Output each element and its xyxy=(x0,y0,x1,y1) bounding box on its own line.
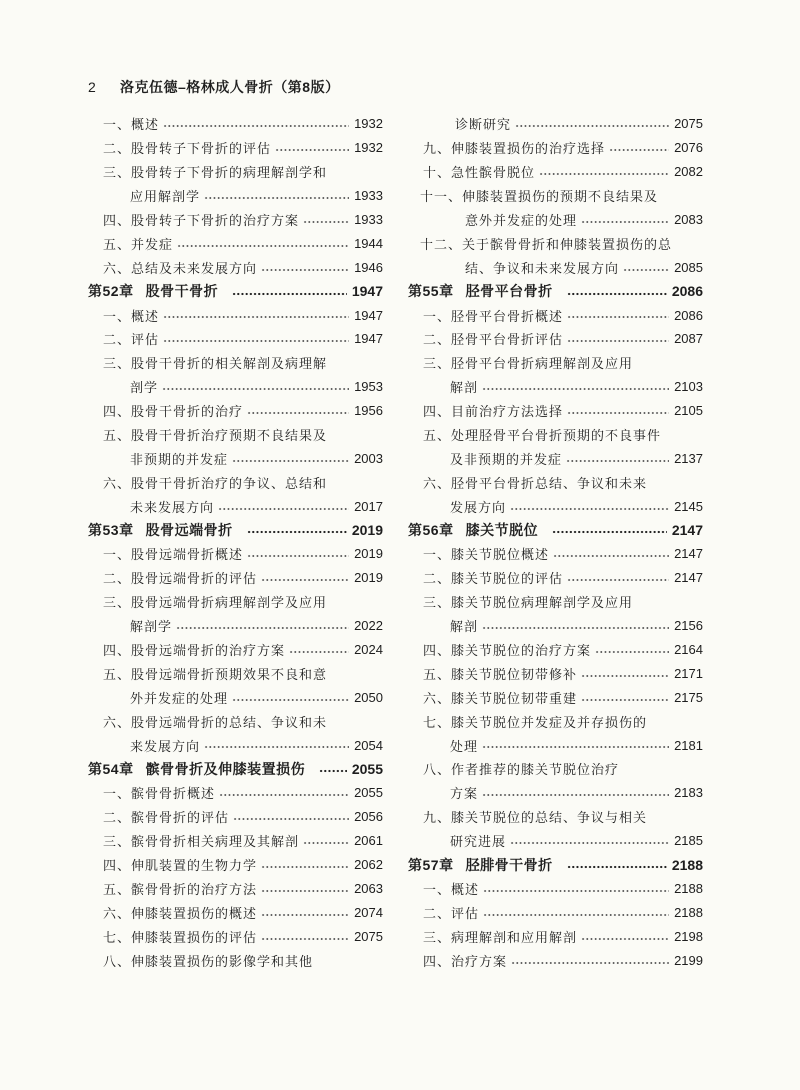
entry-page: 1932 xyxy=(354,140,383,156)
entry-title: 四、目前治疗方法选择 xyxy=(423,405,564,421)
dot-leader xyxy=(275,136,349,160)
toc-entry xyxy=(88,853,383,877)
entry-page: 2103 xyxy=(674,379,703,395)
entry-title: 四、股骨转子下骨折的治疗方案 xyxy=(103,214,300,229)
entry-title: 三、股骨转子下骨折的病理解剖学和 xyxy=(103,166,328,182)
toc-entry-continued xyxy=(408,255,703,279)
dot-leader xyxy=(482,781,669,805)
entry-title: 四、股骨干骨折的治疗 xyxy=(103,405,244,421)
toc-entry xyxy=(408,757,703,781)
toc-entry xyxy=(408,136,703,160)
entry-title: 六、股骨远端骨折的总结、争议和未 xyxy=(103,715,328,731)
dot-leader xyxy=(567,566,669,590)
toc-entry xyxy=(88,590,383,614)
dot-leader xyxy=(483,900,669,924)
dot-leader xyxy=(261,900,349,924)
toc-entry xyxy=(408,661,703,685)
entry-title: 解剖 xyxy=(450,381,479,397)
entry-page: 2054 xyxy=(354,737,383,753)
dot-leader xyxy=(204,184,349,208)
entry-title: 五、并发症 xyxy=(103,237,174,253)
entry-page: 2181 xyxy=(674,737,703,753)
dot-leader xyxy=(581,208,669,232)
entry-page: 2024 xyxy=(354,642,383,658)
entry-page: 1953 xyxy=(354,379,383,395)
entry-title: 四、股骨远端骨折的治疗方案 xyxy=(103,644,286,660)
toc-entry xyxy=(88,255,383,279)
entry-title: 一、概述 xyxy=(103,309,160,325)
entry-title: 一、股骨远端骨折概述 xyxy=(103,548,244,564)
dot-leader xyxy=(539,160,669,184)
entry-title: 四、膝关节脱位的治疗方案 xyxy=(423,644,592,660)
entry-title: 五、股骨远端骨折预期效果不良和意 xyxy=(103,667,328,683)
entry-page: 1956 xyxy=(354,403,383,419)
entry-page: 2156 xyxy=(674,618,703,634)
entry-title: 七、伸膝装置损伤的评估 xyxy=(103,930,258,946)
dot-leader xyxy=(261,853,349,877)
toc-entry-continued xyxy=(88,685,383,709)
dot-leader xyxy=(177,231,349,255)
entry-page: 2017 xyxy=(354,498,383,514)
toc-entry xyxy=(88,112,383,136)
dot-leader xyxy=(303,829,349,853)
toc-entry xyxy=(408,805,703,829)
entry-title: 九、膝关节脱位的总结、争议与相关 xyxy=(423,811,648,827)
toc-entry xyxy=(88,877,383,901)
dot-leader xyxy=(204,733,349,757)
toc-entry-continued xyxy=(88,733,383,757)
chapter-page: 1947 xyxy=(351,283,383,300)
toc-entry-continued xyxy=(408,112,703,136)
dot-leader xyxy=(163,112,349,136)
dot-leader xyxy=(219,781,349,805)
toc-entry-continued xyxy=(88,614,383,638)
toc-entry xyxy=(408,160,703,184)
chapter-heading xyxy=(408,518,703,542)
entry-page: 2175 xyxy=(674,689,703,705)
entry-title: 六、胫骨平台骨折总结、争议和未来 xyxy=(423,476,648,492)
dot-leader xyxy=(581,685,669,709)
entry-title: 来发展方向 xyxy=(130,739,201,755)
chapter-page: 2086 xyxy=(671,283,703,300)
entry-title: 外并发症的处理 xyxy=(130,691,229,707)
entry-title: 三、胫骨平台骨折病理解剖及应用 xyxy=(423,357,634,373)
entry-title: 二、髌骨骨折的评估 xyxy=(103,811,230,827)
entry-page: 1933 xyxy=(354,212,383,227)
entry-title: 研究进展 xyxy=(450,835,507,851)
entry-title: 一、概述 xyxy=(423,882,480,898)
entry-title: 三、膝关节脱位病理解剖学及应用 xyxy=(423,596,634,612)
toc-entry xyxy=(88,900,383,924)
entry-title: 二、股骨远端骨折的评估 xyxy=(103,572,258,588)
toc-entry-continued xyxy=(408,829,703,853)
chapter-page: 2055 xyxy=(351,760,383,777)
toc-column-left xyxy=(88,112,383,972)
entry-title: 三、股骨干骨折的相关解剖及病理解 xyxy=(103,357,328,373)
entry-title: 十二、关于髌骨骨折和伸膝装置损伤的总 xyxy=(420,237,673,253)
chapter-title: 膝关节脱位 xyxy=(465,522,539,539)
entry-page: 1947 xyxy=(354,307,383,323)
dot-leader xyxy=(261,924,349,948)
chapter-heading xyxy=(408,853,703,877)
toc-entry xyxy=(408,877,703,901)
dot-leader xyxy=(232,446,349,470)
entry-page: 1933 xyxy=(354,188,383,204)
entry-page: 1932 xyxy=(354,116,383,132)
toc-entry xyxy=(408,303,703,327)
toc-entry-continued xyxy=(408,446,703,470)
toc-entry xyxy=(408,900,703,924)
entry-page: 2063 xyxy=(354,880,383,896)
entry-title: 方案 xyxy=(450,787,479,803)
entry-page: 2171 xyxy=(674,665,703,681)
dot-leader xyxy=(566,446,669,470)
toc-entry xyxy=(408,685,703,709)
toc-entry xyxy=(408,638,703,662)
page-number: 2 xyxy=(88,79,96,95)
toc-entry-continued xyxy=(408,733,703,757)
dot-leader xyxy=(247,542,349,566)
entry-page: 2164 xyxy=(674,642,703,658)
entry-title: 十、急性髌骨脱位 xyxy=(423,166,536,182)
entry-title: 非预期的并发症 xyxy=(130,452,229,468)
dot-leader xyxy=(176,614,349,638)
entry-title: 二、膝关节脱位的评估 xyxy=(423,572,564,588)
running-header xyxy=(88,76,340,98)
entry-page: 2062 xyxy=(354,857,383,873)
entry-title: 二、评估 xyxy=(103,333,160,349)
chapter-page: 2019 xyxy=(351,522,383,539)
entry-title: 九、伸膝装置损伤的治疗选择 xyxy=(423,142,606,158)
entry-title: 处理 xyxy=(450,739,479,755)
chapter-heading xyxy=(408,279,703,303)
toc-entry xyxy=(88,924,383,948)
entry-page: 2105 xyxy=(674,403,703,419)
entry-page: 2198 xyxy=(674,928,703,944)
toc-entry xyxy=(408,231,703,255)
entry-page: 2145 xyxy=(674,498,703,514)
entry-page: 2137 xyxy=(674,450,703,466)
dot-leader xyxy=(515,112,669,136)
entry-page: 2050 xyxy=(354,689,383,705)
toc-entry xyxy=(408,924,703,948)
dot-leader xyxy=(163,327,349,351)
toc-entry xyxy=(408,423,703,447)
dot-leader xyxy=(567,327,669,351)
dot-leader xyxy=(581,924,669,948)
entry-page: 2019 xyxy=(354,546,383,562)
entry-page: 1947 xyxy=(354,331,383,347)
entry-title: 未来发展方向 xyxy=(130,500,215,516)
toc-entry xyxy=(88,136,383,160)
entry-title: 五、股骨干骨折治疗预期不良结果及 xyxy=(103,429,328,445)
toc-entry xyxy=(88,399,383,423)
dot-leader xyxy=(261,255,349,279)
dot-leader xyxy=(247,518,347,542)
dot-leader xyxy=(483,877,669,901)
entry-title: 二、股骨转子下骨折的评估 xyxy=(103,142,272,158)
chapter-heading xyxy=(88,518,383,542)
toc-entry-continued xyxy=(88,184,383,208)
dot-leader xyxy=(303,208,349,232)
entry-page: 1946 xyxy=(354,259,383,275)
entry-title: 八、伸膝装置损伤的影像学和其他 xyxy=(103,954,314,970)
entry-page: 2147 xyxy=(674,570,703,586)
chapter-page: 2188 xyxy=(671,856,703,873)
toc-entry xyxy=(88,231,383,255)
dot-leader xyxy=(482,375,669,399)
entry-page: 2074 xyxy=(354,904,383,920)
toc-entry xyxy=(408,184,703,208)
dot-leader xyxy=(163,303,349,327)
toc-entry xyxy=(88,805,383,829)
chapter-number: 第55章 xyxy=(408,283,454,300)
dot-leader xyxy=(319,757,347,781)
chapter-number: 第57章 xyxy=(408,856,454,873)
dot-leader xyxy=(232,279,347,303)
toc-entry xyxy=(88,470,383,494)
entry-page: 2085 xyxy=(674,259,703,275)
toc-entry xyxy=(408,709,703,733)
entry-page: 2147 xyxy=(674,546,703,562)
dot-leader xyxy=(162,375,349,399)
toc-entry xyxy=(408,351,703,375)
entry-title: 意外并发症的处理 xyxy=(465,214,578,229)
dot-leader xyxy=(510,494,669,518)
entry-title: 五、膝关节脱位韧带修补 xyxy=(423,667,578,683)
dot-leader xyxy=(581,661,669,685)
entry-page: 2086 xyxy=(674,307,703,323)
entry-title: 结、争议和未来发展方向 xyxy=(465,261,620,277)
dot-leader xyxy=(567,399,669,423)
dot-leader xyxy=(482,614,669,638)
dot-leader xyxy=(552,518,667,542)
entry-page: 2022 xyxy=(354,618,383,634)
toc-entry xyxy=(88,566,383,590)
toc-entry xyxy=(88,208,383,232)
toc-entry xyxy=(88,423,383,447)
toc-entry xyxy=(88,829,383,853)
entry-title: 五、处理胫骨平台骨折预期的不良事件 xyxy=(423,429,662,445)
dot-leader xyxy=(261,877,349,901)
toc-entry xyxy=(408,542,703,566)
toc-entry xyxy=(408,948,703,972)
dot-leader xyxy=(218,494,349,518)
entry-page: 2075 xyxy=(674,116,703,132)
toc-entry xyxy=(88,542,383,566)
chapter-heading xyxy=(88,279,383,303)
entry-title: 发展方向 xyxy=(450,500,507,516)
entry-title: 一、概述 xyxy=(103,118,160,134)
dot-leader xyxy=(233,805,349,829)
entry-title: 三、股骨远端骨折病理解剖学及应用 xyxy=(103,596,328,612)
dot-leader xyxy=(232,685,349,709)
toc-entry xyxy=(88,709,383,733)
dot-leader xyxy=(482,733,669,757)
running-head-title: 洛克伍德–格林成人骨折（第8版） xyxy=(120,79,340,95)
entry-title: 诊断研究 xyxy=(455,118,512,134)
toc-entry-continued xyxy=(408,614,703,638)
chapter-number: 第56章 xyxy=(408,522,454,539)
entry-title: 一、髌骨骨折概述 xyxy=(103,787,216,803)
entry-title: 解剖 xyxy=(450,620,479,636)
toc-entry-continued xyxy=(408,781,703,805)
entry-page: 2087 xyxy=(674,331,703,347)
dot-leader xyxy=(567,279,667,303)
chapter-title: 股骨干骨折 xyxy=(145,283,219,300)
entry-title: 解剖学 xyxy=(130,620,173,636)
entry-page: 2061 xyxy=(354,833,383,849)
toc-entry xyxy=(88,781,383,805)
toc-entry xyxy=(88,327,383,351)
chapter-page: 2147 xyxy=(671,522,703,539)
toc-entry-continued xyxy=(88,375,383,399)
chapter-title: 股骨远端骨折 xyxy=(145,522,233,539)
toc-entry-continued xyxy=(408,375,703,399)
entry-page: 1944 xyxy=(354,235,383,251)
dot-leader xyxy=(567,303,669,327)
entry-page: 2188 xyxy=(674,880,703,896)
entry-title: 七、膝关节脱位并发症及并存损伤的 xyxy=(423,715,648,731)
entry-page: 2083 xyxy=(674,212,703,227)
toc-entry xyxy=(88,303,383,327)
chapter-title: 胫腓骨干骨折 xyxy=(465,856,553,873)
entry-title: 四、治疗方案 xyxy=(423,954,508,970)
toc-entry xyxy=(88,661,383,685)
dot-leader xyxy=(289,638,349,662)
dot-leader xyxy=(553,542,669,566)
entry-title: 六、伸膝装置损伤的概述 xyxy=(103,906,258,922)
chapter-number: 第54章 xyxy=(88,760,134,777)
entry-title: 一、膝关节脱位概述 xyxy=(423,548,550,564)
entry-title: 六、总结及未来发展方向 xyxy=(103,261,258,277)
toc-entry xyxy=(88,948,383,972)
entry-title: 四、伸肌装置的生物力学 xyxy=(103,859,258,875)
entry-page: 2185 xyxy=(674,833,703,849)
toc-entry xyxy=(408,470,703,494)
entry-page: 2056 xyxy=(354,809,383,825)
dot-leader xyxy=(247,399,349,423)
toc-column-right xyxy=(408,112,703,972)
chapter-number: 第53章 xyxy=(88,522,134,539)
entry-title: 六、膝关节脱位韧带重建 xyxy=(423,691,578,707)
dot-leader xyxy=(567,853,667,877)
entry-page: 2076 xyxy=(674,140,703,156)
toc-entry-continued xyxy=(408,494,703,518)
toc-entry xyxy=(88,351,383,375)
dot-leader xyxy=(261,566,349,590)
dot-leader xyxy=(510,829,669,853)
entry-page: 2055 xyxy=(354,785,383,801)
toc-entry xyxy=(88,160,383,184)
toc-entry xyxy=(408,590,703,614)
entry-page: 2188 xyxy=(674,904,703,920)
dot-leader xyxy=(609,136,669,160)
toc-entry-continued xyxy=(88,446,383,470)
entry-page: 2003 xyxy=(354,450,383,466)
chapter-number: 第52章 xyxy=(88,283,134,300)
chapter-heading xyxy=(88,757,383,781)
entry-title: 八、作者推荐的膝关节脱位治疗 xyxy=(423,763,620,779)
entry-page: 2075 xyxy=(354,928,383,944)
entry-page: 2183 xyxy=(674,785,703,801)
entry-page: 2019 xyxy=(354,570,383,586)
entry-title: 十一、伸膝装置损伤的预期不良结果及 xyxy=(420,190,659,206)
entry-title: 二、评估 xyxy=(423,906,480,922)
dot-leader xyxy=(595,638,669,662)
entry-title: 一、胫骨平台骨折概述 xyxy=(423,309,564,325)
toc-entry xyxy=(408,566,703,590)
toc-entry xyxy=(408,399,703,423)
chapter-title: 胫骨平台骨折 xyxy=(465,283,553,300)
entry-title: 五、髌骨骨折的治疗方法 xyxy=(103,882,258,898)
chapter-title: 髌骨骨折及伸膝装置损伤 xyxy=(145,760,306,777)
entry-page: 2082 xyxy=(674,164,703,180)
entry-title: 三、病理解剖和应用解剖 xyxy=(423,930,578,946)
entry-title: 二、胫骨平台骨折评估 xyxy=(423,333,564,349)
dot-leader xyxy=(623,255,669,279)
toc-entry xyxy=(408,327,703,351)
entry-title: 剖学 xyxy=(130,381,159,397)
dot-leader xyxy=(511,948,669,972)
entry-title: 六、股骨干骨折治疗的争议、总结和 xyxy=(103,476,328,492)
entry-title: 及非预期的并发症 xyxy=(450,452,563,468)
entry-page: 2199 xyxy=(674,952,703,968)
toc-entry xyxy=(88,638,383,662)
entry-title: 应用解剖学 xyxy=(130,190,201,206)
toc-entry-continued xyxy=(408,208,703,232)
toc-entry-continued xyxy=(88,494,383,518)
entry-title: 三、髌骨骨折相关病理及其解剖 xyxy=(103,835,300,851)
